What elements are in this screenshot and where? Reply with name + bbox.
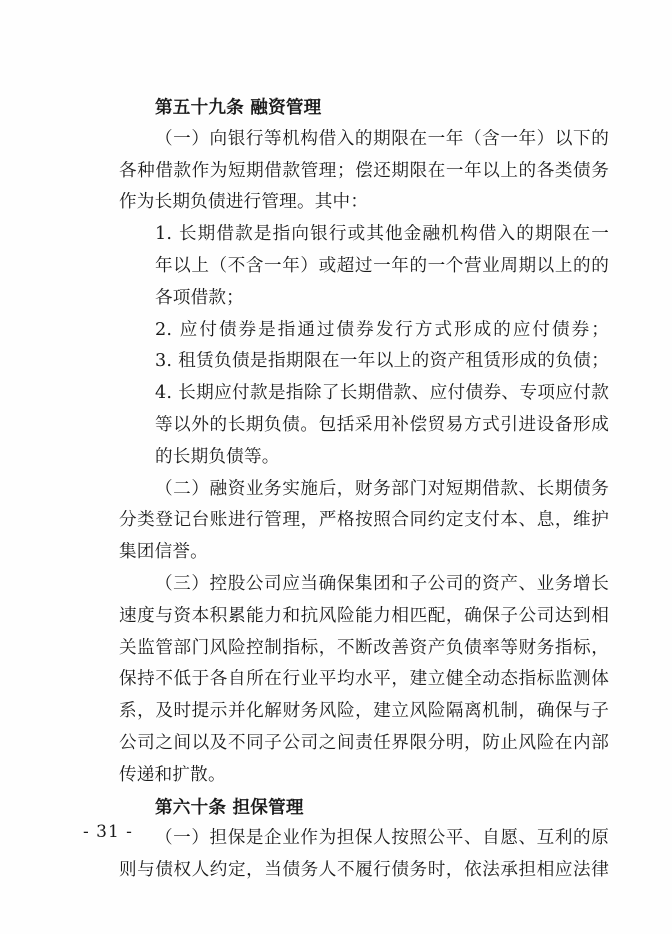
list-item-line: 各项借款；: [155, 287, 244, 308]
list-item-line: 3. 租赁负债是指期限在一年以上的资产租赁形成的负债；: [155, 351, 609, 372]
document-body: [119, 92, 609, 887]
page-number: - 31 -: [83, 822, 133, 842]
paragraph-line: （二）融资业务实施后，财务部门对短期借款、长期债务: [155, 478, 609, 499]
paragraph-line: 公司之间以及不同子公司之间责任界限分明，防止风险在内部: [119, 732, 609, 753]
paragraph-line: 各种借款作为短期借款管理；偿还期限在一年以上的各类债务: [119, 160, 609, 181]
paragraph-line: （一）担保是企业作为担保人按照公平、自愿、互利的原: [155, 828, 609, 849]
list-item-line: 4. 长期应付款是指除了长期借款、应付债券、专项应付款: [155, 383, 609, 404]
article-60-heading: 第六十条 担保管理: [155, 796, 304, 818]
list-item-line: 年以上（不含一年）或超过一年的一个营业周期以上的的: [155, 255, 609, 276]
list-item-line: 等以外的长期负债。包括采用补偿贸易方式引进设备形成: [155, 414, 609, 435]
list-item-line: 的长期负债等。: [155, 446, 280, 467]
paragraph-line: （三）控股公司应当确保集团和子公司的资产、业务增长: [155, 573, 609, 594]
paragraph-line: 集团信誉。: [119, 542, 208, 563]
paragraph-line: 作为长期负债进行管理。其中：: [119, 192, 369, 213]
paragraph-line: 速度与资本积累能力和抗风险能力相匹配，确保子公司达到相: [119, 605, 609, 626]
paragraph-line: 传递和扩散。: [119, 764, 226, 785]
paragraph-line: （一）向银行等机构借入的期限在一年（含一年）以下的: [155, 128, 609, 149]
list-item-line: 2. 应付债券是指通过债券发行方式形成的应付债券；: [155, 319, 609, 340]
paragraph-line: 保持不低于各自所在行业平均水平，建立健全动态指标监测体: [119, 669, 609, 690]
article-59-heading: 第五十九条 融资管理: [155, 97, 322, 118]
paragraph-line: 系，及时提示并化解财务风险，建立风险隔离机制，确保与子: [119, 701, 609, 722]
paragraph-line: 分类登记台账进行管理，严格按照合同约定支付本、息，维护: [119, 510, 609, 531]
paragraph-line: 则与债权人约定，当债务人不履行债务时，依法承担相应法律: [119, 860, 609, 881]
list-item-line: 1. 长期借款是指向银行或其他金融机构借入的期限在一: [155, 224, 609, 245]
paragraph-line: 关监管部门风险控制指标，不断改善资产负债率等财务指标，: [119, 637, 609, 658]
